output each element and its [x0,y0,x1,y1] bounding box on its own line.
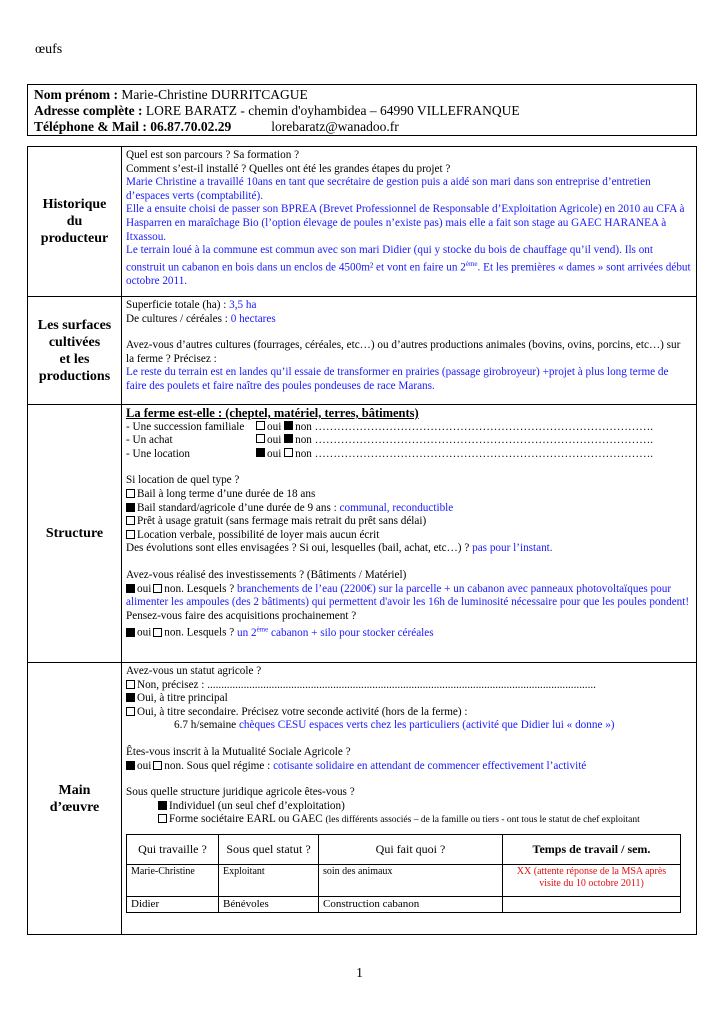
checkbox[interactable] [158,801,167,810]
evolution-line: Des évolutions sont elles envisagées ? Si oui, lesquelles (bail, achat, etc…) ? pas pour l’instant. [126,542,553,555]
label-surfaces: Les surfaces cultivées et les productions [28,297,122,405]
answer: Le reste du terrain est en landes qu’il essaie de transformer en prairies (passage girobroyeur) +projet à plus long terme de faire des poulets et faire naître des poules pondeuses de race Marans. [126,366,669,392]
question: Avez-vous réalisé des investissements ? (Bâtiments / Matériel) [126,568,407,581]
question: Pensez-vous faire des acquisitions prochainement ? [126,609,357,622]
checkbox[interactable] [126,530,135,539]
answer: Marie Christine a travaillé 10ans en tant que secrétaire de gestion puis a aidé son mari dans son entreprise d’entretien d’espaces verts (comptabilité). [126,176,651,202]
option-bail-long: Bail à long terme d’une durée de 18 ans [126,488,691,502]
checkbox[interactable] [126,680,135,689]
checkbox-oui[interactable] [256,421,265,430]
contact-box [27,84,697,136]
label-structure: Structure [28,405,122,663]
checkbox-non[interactable] [153,584,162,593]
location-row: - Une location oui non ………………………………………………………………………………. [126,447,654,460]
checkbox[interactable] [126,516,135,525]
option-non: Non, précisez : ........................................................................................................................................... [126,679,691,693]
question: Si location de quel type ? [126,474,240,487]
question: Sous quelle structure juridique agricole êtes-vous ? [126,786,355,799]
address-line: Adresse complète : LORE BARATZ - chemin d'oyhambidea – 64990 VILLEFRANQUE [34,103,520,118]
question: Comment s’est-il installé ? Quelles ont été les grandes étapes du projet ? [126,162,451,175]
header-temps: Temps de travail / sem. [503,834,681,864]
header-quoi: Qui fait quoi ? [319,834,503,864]
checkbox-oui[interactable] [126,584,135,593]
option-societaire: Forme sociétaire EARL ou GAEC (les différents associés – de la famille ou tiers - ont tous le statut de chef exploitant [126,813,691,828]
workers-table [126,834,681,913]
secondaire-detail: 6.7 h/semaine chèques CESU espaces verts chez les particuliers (activité que Didier lui « donne ») [174,719,615,732]
header-statut: Sous quel statut ? [219,834,319,864]
answer: Le terrain loué à la commune est commun avec son mari Didier (qui y stocke du bois de chauffage qu’il vend). Ils ont construit un cabanon en bois dans un enclos de 4500m² et vont en faire un 2ème. Et les premières « dames » sont arrivées début octobre 2011. [126,244,691,288]
row-historique [28,147,697,297]
succession-row: - Une succession familiale oui non ………………………………………………………………………………. [126,420,654,433]
farm-questionnaire-table [27,146,697,935]
checkbox-oui[interactable] [256,434,265,443]
checkbox-non[interactable] [153,761,162,770]
row-structure [28,405,697,663]
name-value: Marie-Christine DURRITCAGUE [121,87,308,102]
option-individuel: Individuel (un seul chef d’exploitation) [126,800,691,814]
row-surfaces [28,297,697,405]
structure-title: La ferme est-elle : (cheptel, matériel, terres, bâtiments) [126,406,419,420]
content-main-oeuvre [122,663,697,935]
option-principal: Oui, à titre principal [126,692,691,706]
page-label: œufs [35,42,63,57]
page-number: 1 [356,966,363,981]
email-value: lorebaratz@wanadoo.fr [271,119,399,134]
checkbox-non[interactable] [284,421,293,430]
checkbox[interactable] [126,489,135,498]
checkbox-non[interactable] [153,628,162,637]
checkbox[interactable] [126,707,135,716]
total-surface: Superficie totale (ha) : 3,5 ha [126,299,257,311]
checkbox-oui[interactable] [126,628,135,637]
checkbox-non[interactable] [284,434,293,443]
content-historique [122,147,697,297]
option-bail-standard: Bail standard/agricole d’une durée de 9 ans : communal, reconductible [126,502,691,516]
question: Avez-vous d’autres cultures (fourrages, céréales, etc…) ou d’autres productions animales (bovins, ovins, porcins, etc…) sur la ferme ? Précisez : [126,339,681,365]
achat-row: - Un achat oui non ………………………………………………………………………………. [126,434,654,447]
header-qui: Qui travaille ? [127,834,219,864]
row-main-oeuvre [28,663,697,935]
table-row: Didier Bénévoles Construction cabanon [127,896,681,912]
phone-line: Téléphone & Mail : 06.87.70.02.29 lorebaratz@wanadoo.fr [34,119,399,134]
investment-answer: oui non. Lesquels ? branchements de l’eau (2200€) sur la parcelle + un cabanon avec panneaux photovoltaïques pour alimenter les ampoules (des 2 bâtiments) qui permettent d'avoir les 16h de luminosité nécessaire pour que les poules pondent! [126,582,690,609]
label-historique: Historique du producteur [28,147,122,297]
question: Avez-vous un statut agricole ? [126,665,262,677]
option-verbale: Location verbale, possibilité de loyer mais aucun écrit [126,529,691,543]
content-surfaces [122,297,697,405]
table-row: Marie-Christine Exploitant soin des animaux XX (attente réponse de la MSA après visite du 10 octobre 2011) [127,864,681,896]
address-value: LORE BARATZ - chemin d'oyhambidea – 64990 VILLEFRANQUE [145,103,520,118]
workers-header [127,834,681,864]
checkbox-non[interactable] [284,448,293,457]
option-pret: Prêt à usage gratuit (sans fermage mais retrait du prêt sans délai) [126,515,691,529]
checkbox-oui[interactable] [256,448,265,457]
option-secondaire: Oui, à titre secondaire. Précisez votre seconde activité (hors de la ferme) : [126,706,691,720]
content-structure [122,405,697,663]
name-line: Nom prénom : Marie-Christine DURRITCAGUE [34,87,308,102]
acquisition-answer: oui non. Lesquels ? un 2ème cabanon + silo pour stocker céréales [126,623,691,640]
question: Quel est son parcours ? Sa formation ? [126,149,300,161]
question: Êtes-vous inscrit à la Mutualité Sociale Agricole ? [126,745,351,758]
cultures-surface: De cultures / céréales : 0 hectares [126,312,276,325]
answer: Elle a ensuite choisi de passer son BPREA (Brevet Professionnel de Responsable d’Exploitation Agricole) en 2010 au CFA à Hasparren en maraîchage Bio (l’option élevage de poules n’existe pas) mais elle a fait son stage au GAEC HARANEA à Itxassou. [126,203,685,243]
checkbox[interactable] [126,693,135,702]
msa-answer: oui non. Sous quel régime : cotisante solidaire en attendant de commencer effectivement l’activité [126,760,691,774]
label-main-oeuvre: Main d’œuvre [28,663,122,935]
checkbox[interactable] [158,814,167,823]
checkbox[interactable] [126,503,135,512]
checkbox-oui[interactable] [126,761,135,770]
